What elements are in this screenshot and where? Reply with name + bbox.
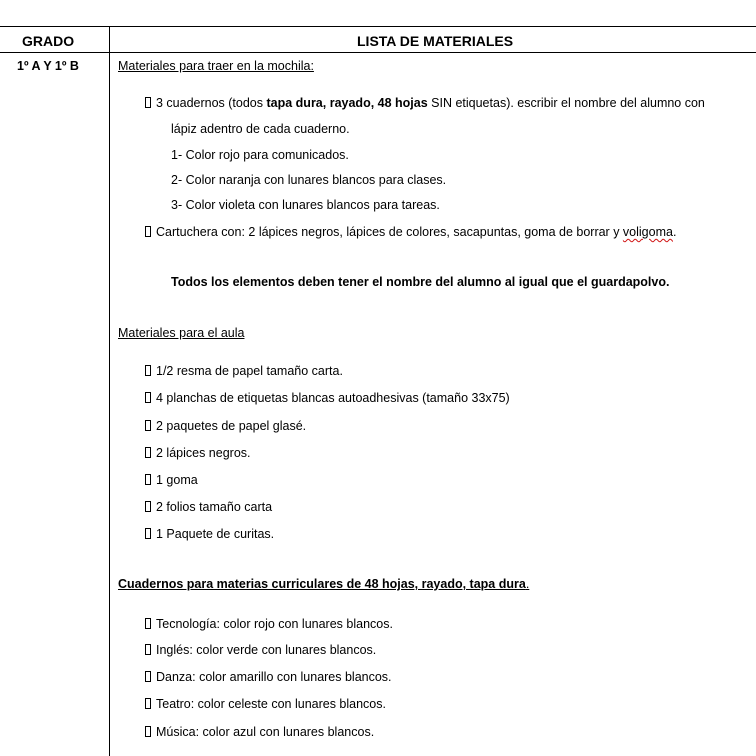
bullet-box-icon [145,501,151,512]
aula-item-text: 4 planchas de etiquetas blancas autoadhesivas (tamaño 33x75) [156,391,510,405]
list-item [145,419,306,433]
aula-item-text: 1 Paquete de curitas. [156,527,275,541]
bullet-box-icon [145,528,151,539]
color-line-3: 3- Color violeta con lunares blancos para tareas. [171,198,440,212]
color-line-2: 2- Color naranja con lunares blancos para clases. [171,173,447,187]
list-item [145,391,510,405]
bullet-box-icon [145,644,151,655]
cuadernos-text-b: SIN etiquetas). escribir el nombre del alumno con [427,96,705,110]
bullet-box-icon [145,618,151,629]
table-column-divider [109,26,110,756]
bullet-box-icon [145,447,151,458]
aula-item-text: 2 folios tamaño carta [156,500,273,514]
aula-item-text: 1/2 resma de papel tamaño carta. [156,364,343,378]
cartuchera-misspelled-word: voligoma [622,225,673,239]
cuadernos-materias-heading [118,577,529,591]
cartuchera-text-a: Cartuchera con: 2 lápices negros, lápices de colores, sacapuntas, goma de borrar y [156,225,623,239]
aula-heading: Materiales para el aula [118,326,245,340]
materia-item-text: Tecnología: color rojo con lunares blancos. [156,617,393,631]
list-item [145,527,274,541]
aula-item-text: 2 lápices negros. [156,446,251,460]
list-item [145,643,376,657]
color-line-1: 1- Color rojo para comunicados. [171,148,349,162]
lista-column-header: LISTA DE MATERIALES [357,33,514,49]
materia-item-text: Música: color azul con lunares blancos. [156,725,375,739]
list-item [145,725,374,739]
list-item [145,697,386,711]
cuadernos-continuation: lápiz adentro de cada cuaderno. [171,122,350,136]
cartuchera-text-c: . [672,225,677,239]
bullet-box-icon [145,671,151,682]
bullet-box-icon [145,97,151,108]
list-item [145,500,272,514]
table-top-border [0,26,756,27]
list-item [145,617,393,631]
cuadernos-text-a: 3 cuadernos (todos [156,96,267,110]
cuadernos-materias-heading-text: Cuadernos para materias curriculares de 48 hojas, rayado, tapa dura [118,577,526,591]
cuadernos-materias-heading-end: . [525,577,530,591]
bullet-box-icon [145,474,151,485]
table-header-divider [0,52,756,53]
grado-value: 1º A Y 1º B [17,59,79,73]
list-item [145,670,392,684]
mochila-note: Todos los elementos deben tener el nombre del alumno al igual que el guardapolvo. [171,275,670,289]
list-item [145,446,251,460]
list-item [145,473,198,487]
materia-item-text: Teatro: color celeste con lunares blancos. [156,697,386,711]
materia-item-text: Inglés: color verde con lunares blancos. [156,643,377,657]
aula-item-text: 2 paquetes de papel glasé. [156,419,307,433]
grado-column-header: GRADO [22,33,75,49]
bullet-box-icon [145,226,151,237]
bullet-box-icon [145,392,151,403]
cartuchera-item [145,225,676,239]
mochila-heading: Materiales para traer en la mochila: [118,59,314,73]
cuadernos-text-bold: tapa dura, rayado, 48 hojas [266,96,428,110]
bullet-box-icon [145,420,151,431]
cuadernos-item [145,96,705,110]
bullet-box-icon [145,698,151,709]
bullet-box-icon [145,365,151,376]
aula-item-text: 1 goma [156,473,198,487]
list-item [145,364,343,378]
materia-item-text: Danza: color amarillo con lunares blancos. [156,670,392,684]
bullet-box-icon [145,726,151,737]
